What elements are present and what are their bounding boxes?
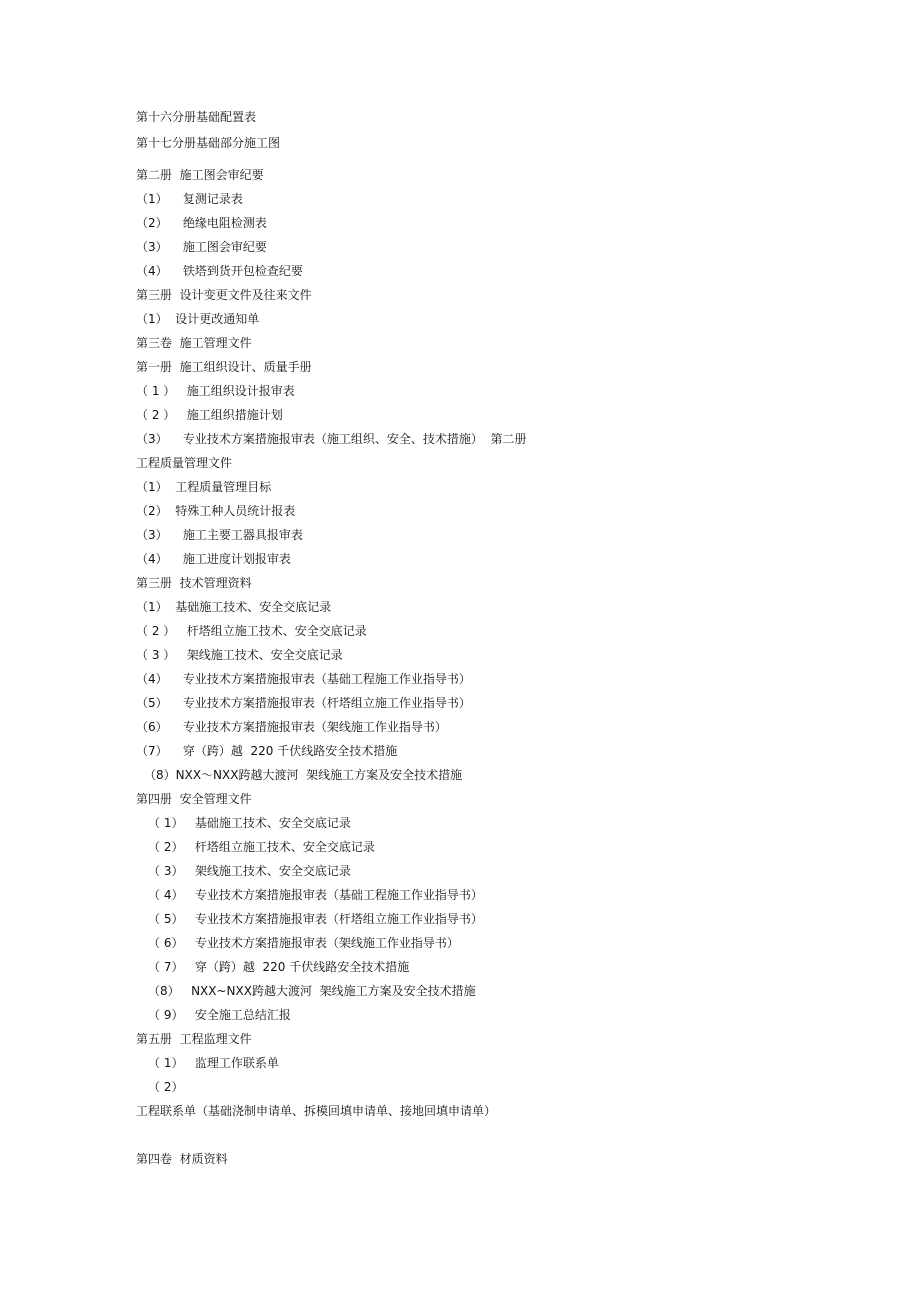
list-item: （2） 特殊工种人员统计报表 bbox=[136, 504, 296, 518]
list-item: （4） 铁塔到货开包检查纪要 bbox=[136, 264, 303, 278]
list-item: （ 2） bbox=[148, 1080, 184, 1094]
list-item: （ 2 ） 杆塔组立施工技术、安全交底记录 bbox=[136, 624, 367, 638]
list-item: （ 1 ） 施工组织设计报审表 bbox=[136, 384, 295, 398]
text-line: 第十六分册基础配置表 bbox=[136, 110, 257, 124]
list-item: （ 6） 专业技术方案措施报审表（架线施工作业指导书） bbox=[148, 936, 459, 950]
section-heading: 第二册 施工图会审纪要 bbox=[136, 168, 264, 182]
list-item: （8） NXX~NXX跨越大渡河 架线施工方案及安全技术措施 bbox=[148, 984, 476, 998]
list-item: （1） 基础施工技术、安全交底记录 bbox=[136, 600, 332, 614]
section-heading: 第三册 设计变更文件及往来文件 bbox=[136, 288, 312, 302]
text-line: 第十七分册基础部分施工图 bbox=[136, 136, 281, 150]
section-heading: 第三册 技术管理资料 bbox=[136, 576, 252, 590]
section-heading: 第一册 施工组织设计、质量手册 bbox=[136, 360, 312, 374]
section-heading: 工程质量管理文件 bbox=[136, 456, 233, 470]
list-item: （3） 施工图会审纪要 bbox=[136, 240, 267, 254]
list-item: （8）NXX～NXX跨越大渡河 架线施工方案及安全技术措施 bbox=[144, 768, 463, 782]
list-item: （7） 穿（跨）越 220 千伏线路安全技术措施 bbox=[136, 744, 398, 758]
list-item: （4） 施工进度计划报审表 bbox=[136, 552, 291, 566]
list-item: （ 2 ） 施工组织措施计划 bbox=[136, 408, 283, 422]
list-item: （ 4） 专业技术方案措施报审表（基础工程施工作业指导书） bbox=[148, 888, 483, 902]
list-item: （1） 工程质量管理目标 bbox=[136, 480, 272, 494]
list-item: （3） 施工主要工器具报审表 bbox=[136, 528, 303, 542]
list-item: （ 3） 架线施工技术、安全交底记录 bbox=[148, 864, 351, 878]
list-item: （5） 专业技术方案措施报审表（杆塔组立施工作业指导书） bbox=[136, 696, 471, 710]
list-item: （1） 复测记录表 bbox=[136, 192, 243, 206]
list-item: （ 2） 杆塔组立施工技术、安全交底记录 bbox=[148, 840, 375, 854]
list-item: （4） 专业技术方案措施报审表（基础工程施工作业指导书） bbox=[136, 672, 471, 686]
list-item: （1） 设计更改通知单 bbox=[136, 312, 260, 326]
list-item: （ 7） 穿（跨）越 220 千伏线路安全技术措施 bbox=[148, 960, 410, 974]
list-item: （2） 绝缘电阻检测表 bbox=[136, 216, 267, 230]
list-item: （6） 专业技术方案措施报审表（架线施工作业指导书） bbox=[136, 720, 447, 734]
section-heading: 第四册 安全管理文件 bbox=[136, 792, 252, 806]
list-item: （3） 专业技术方案措施报审表（施工组织、安全、技术措施） 第二册 bbox=[136, 432, 527, 446]
volume-heading: 第三卷 施工管理文件 bbox=[136, 336, 252, 350]
text-line: 工程联系单（基础浇制申请单、拆模回填申请单、接地回填申请单） bbox=[136, 1104, 497, 1118]
volume-heading: 第四卷 材质资料 bbox=[136, 1152, 228, 1166]
section-heading: 第五册 工程监理文件 bbox=[136, 1032, 252, 1046]
list-item: （ 9） 安全施工总结汇报 bbox=[148, 1008, 291, 1022]
list-item: （ 1） 监理工作联系单 bbox=[148, 1056, 279, 1070]
list-item: （ 5） 专业技术方案措施报审表（杆塔组立施工作业指导书） bbox=[148, 912, 483, 926]
list-item: （ 1） 基础施工技术、安全交底记录 bbox=[148, 816, 351, 830]
list-item: （ 3 ） 架线施工技术、安全交底记录 bbox=[136, 648, 343, 662]
